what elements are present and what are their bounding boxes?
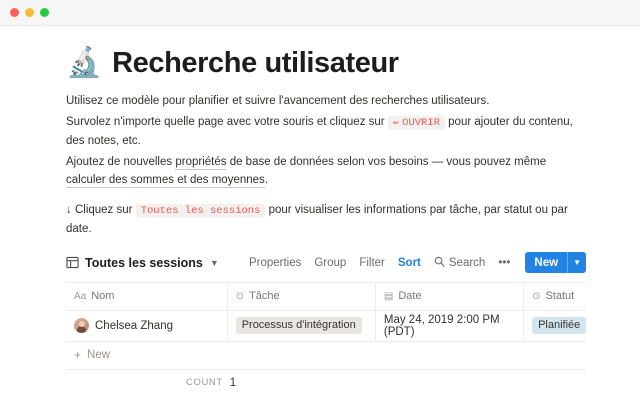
- database-view-name: Toutes les sessions: [85, 255, 203, 270]
- traffic-lights: [10, 8, 49, 17]
- hover-text-part1: Survolez n'importe quelle page avec votre souris et cliquez sur: [66, 115, 385, 128]
- hover-paragraph: [66, 113, 586, 150]
- new-button-caret-icon[interactable]: ▼: [573, 258, 581, 268]
- search-button[interactable]: [434, 256, 485, 270]
- table-row[interactable]: [66, 310, 586, 341]
- database-toolbar: [66, 250, 586, 276]
- table-header-row: [66, 282, 586, 310]
- open-code-label: OUVRIR: [402, 116, 440, 129]
- page-content: [0, 26, 640, 396]
- window-titlebar: [0, 0, 640, 26]
- tag-tache: Processus d'intégration: [236, 317, 362, 334]
- select-icon: ⊙: [235, 290, 245, 302]
- column-label-tache: Tâche: [249, 290, 280, 303]
- table-header: [66, 282, 586, 310]
- column-header-nom[interactable]: [66, 282, 227, 310]
- column-header-statut[interactable]: [524, 282, 586, 310]
- column-header-tache[interactable]: [227, 282, 375, 310]
- chevron-down-icon: ▼: [209, 257, 219, 268]
- properties-button[interactable]: Properties: [248, 256, 302, 269]
- page-title[interactable]: Recherche utilisateur: [112, 47, 399, 79]
- close-button-icon[interactable]: [10, 8, 19, 17]
- down-arrow-icon: ↓: [66, 203, 72, 216]
- properties-text-part2: de base de données selon vos besoins — vous pouvez même: [229, 155, 547, 168]
- grid-view-icon: [66, 256, 79, 269]
- properties-paragraph: [66, 153, 586, 189]
- callout-text-part1: Cliquez sur: [74, 203, 133, 216]
- new-row-label: New: [87, 349, 111, 362]
- search-label: Search: [448, 256, 486, 269]
- cell-date[interactable]: May 24, 2019 2:00 PM (PDT): [375, 310, 523, 341]
- callout-paragraph: [66, 201, 586, 238]
- open-code-chip[interactable]: [388, 116, 445, 130]
- sort-button[interactable]: Sort: [397, 256, 421, 269]
- avatar: [74, 318, 89, 333]
- properties-text-part1: Ajoutez de nouvelles: [66, 155, 173, 168]
- column-label-date: Date: [398, 290, 422, 303]
- cell-nom-label: Chelsea Zhang: [95, 319, 173, 332]
- hover-text-part2: pour ajouter du contenu, des notes, etc.: [66, 115, 573, 147]
- new-row-button[interactable]: [66, 342, 586, 370]
- count-value: 1: [229, 376, 237, 389]
- minimize-button-icon[interactable]: [25, 8, 34, 17]
- select-icon-statut: ⊙: [532, 290, 541, 302]
- filter-button[interactable]: Filter: [359, 256, 385, 269]
- cell-statut[interactable]: [524, 310, 586, 341]
- table-body: [66, 310, 586, 341]
- all-sessions-code-chip[interactable]: Toutes les sessions: [136, 204, 266, 218]
- column-header-date[interactable]: [375, 282, 523, 310]
- title-icon: Aa: [74, 290, 87, 302]
- new-record-label: New: [534, 256, 559, 269]
- count-summary[interactable]: [66, 370, 586, 396]
- cell-nom[interactable]: [66, 310, 227, 341]
- intro-text: Utilisez ce modèle pour planifier et suivre l'avancement des recherches utilisateurs.: [66, 94, 490, 107]
- count-label: COUNT: [186, 377, 223, 389]
- page-title-row: [66, 48, 586, 80]
- paragraph-spacer: [66, 192, 586, 201]
- properties-link[interactable]: propriétés: [175, 155, 227, 168]
- group-button[interactable]: Group: [314, 256, 347, 269]
- database-view-selector[interactable]: [66, 256, 219, 270]
- microscope-icon[interactable]: 🔬: [66, 47, 103, 80]
- properties-text-end: .: [264, 173, 268, 186]
- more-options-icon[interactable]: •••: [498, 256, 511, 269]
- intro-paragraph: [66, 92, 586, 110]
- column-label-nom: Nom: [91, 290, 115, 303]
- status-badge: Planifiée: [532, 317, 586, 334]
- database-table: [66, 282, 586, 342]
- cell-tache[interactable]: [227, 310, 375, 341]
- pencil-icon: ✏: [392, 116, 400, 129]
- new-record-button[interactable]: [525, 252, 586, 273]
- sums-averages-link[interactable]: calculer des sommes et des moyennes: [66, 173, 265, 186]
- database-toolbar-actions: [249, 252, 586, 273]
- zoom-button-icon[interactable]: [40, 8, 49, 17]
- calendar-icon: ▤: [383, 290, 394, 302]
- search-icon: [434, 256, 445, 270]
- plus-icon: +: [74, 348, 82, 363]
- column-label-statut: Statut: [545, 290, 575, 303]
- callout-text-part2: pour visualiser les informations par tâche, par statut ou par date.: [66, 203, 568, 235]
